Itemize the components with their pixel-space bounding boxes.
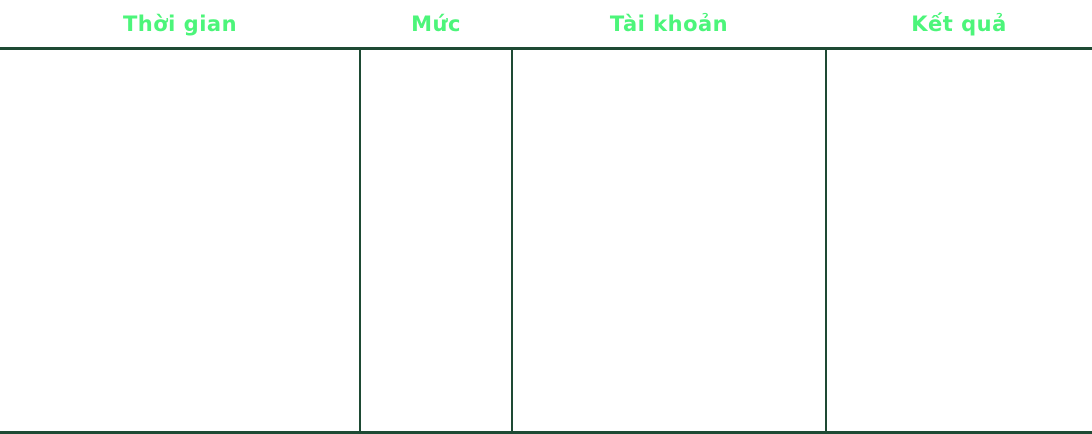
column-divider-2: [511, 50, 513, 432]
table-body: [0, 50, 1092, 431]
column-divider-3: [825, 50, 827, 432]
column-header-time: Thời gian: [122, 12, 238, 36]
column-header-result: Kết quả: [911, 12, 1007, 36]
table-header-row: [0, 0, 1092, 48]
column-header-level: Mức: [411, 12, 461, 36]
column-divider-1: [359, 50, 361, 432]
column-header-account: Tài khoản: [609, 12, 729, 36]
